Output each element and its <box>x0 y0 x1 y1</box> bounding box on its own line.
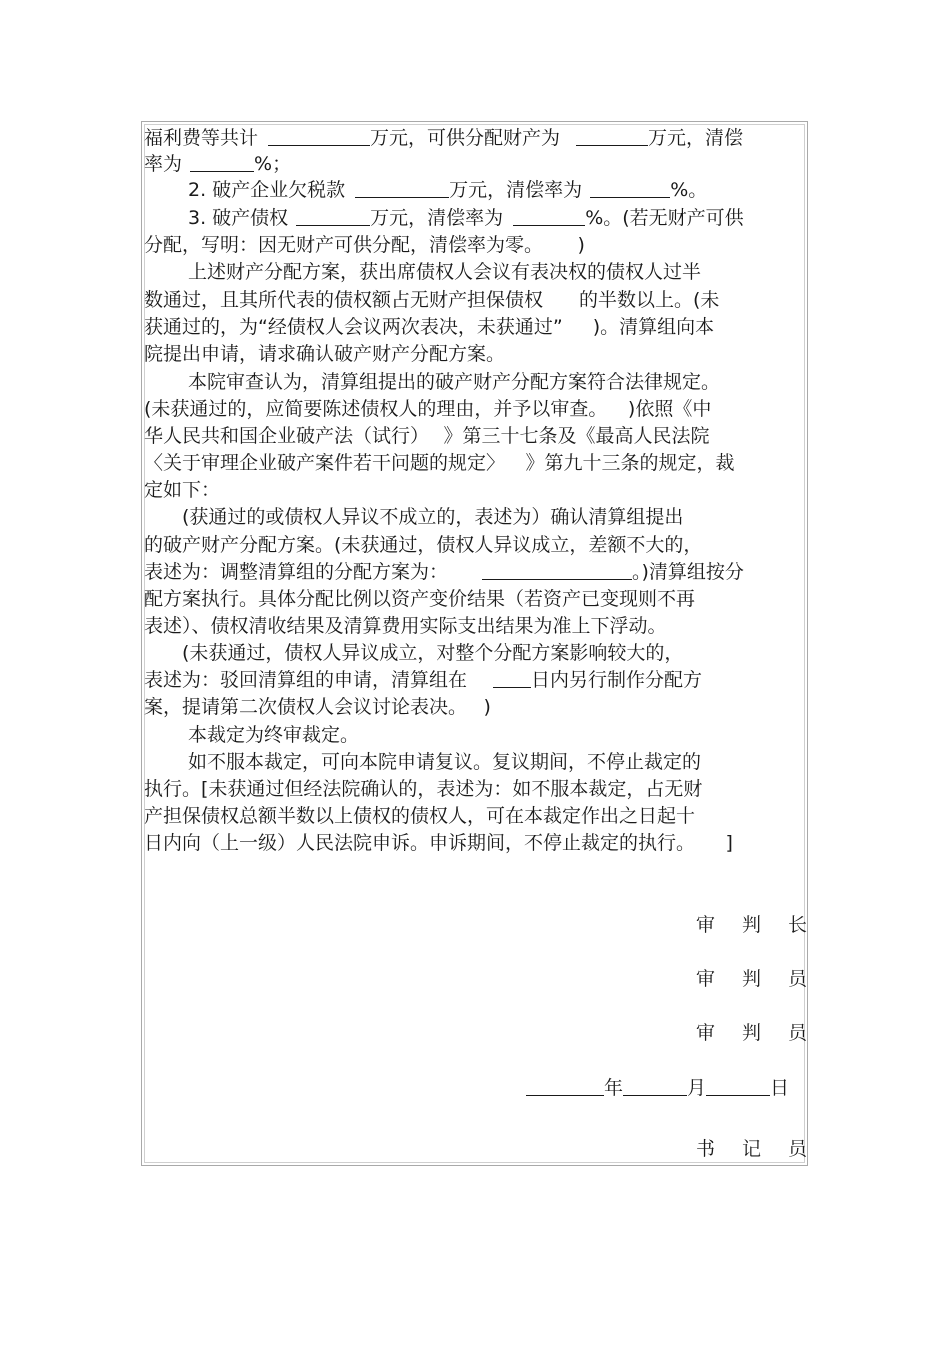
text-line <box>144 777 702 801</box>
date-day-blank <box>706 1076 770 1096</box>
text-segment: %； <box>254 153 292 175</box>
text-line <box>144 614 667 638</box>
text-segment: 》第三十七条及《最高人民法院 <box>443 425 710 447</box>
fill-blank <box>268 126 370 146</box>
text-segment: 定如下： <box>144 479 221 501</box>
signature-judge-1 <box>696 967 807 991</box>
date-month-blank <box>623 1076 687 1096</box>
text-segment: 2. 破产企业欠税款 <box>188 179 346 201</box>
signature-judge-chief <box>696 913 807 937</box>
fill-blank <box>513 206 585 226</box>
sig-char: 记 <box>742 1138 762 1160</box>
text-segment: 〈关于审理企业破产案件若干问题的规定〉 <box>144 452 496 474</box>
text-segment: 数通过，且其所代表的债权额占无财产担保债权 <box>144 289 544 311</box>
sig-char: 书 <box>696 1138 716 1160</box>
text-segment: 表述为：驳回清算组的申请，清算组在 <box>144 669 468 691</box>
text-segment: 。)清算组按分 <box>632 561 744 583</box>
text-segment: 获通过的，为“经债权人会议两次表决，未获通过” <box>144 316 563 338</box>
text-segment: 分配，写明：因无财产可供分配，清偿率为零。 <box>144 234 534 256</box>
fill-blank <box>482 560 632 580</box>
signature-date <box>526 1076 789 1100</box>
text-segment: (获通过的或债权人异议不成立的，表述为）确认清算组提出 <box>182 506 684 528</box>
text-segment: 华人民共和国企业破产法（试行） <box>144 425 420 447</box>
text-line <box>144 451 735 475</box>
text-line <box>188 260 701 284</box>
sig-char: 审 <box>696 914 716 936</box>
text-segment: 执行。[未获通过但经法院确认的，表述为：如不服本裁定，占无财 <box>144 778 703 800</box>
text-line <box>144 152 291 176</box>
text-segment: (未获通过的，应简要陈述债权人的理由，并予以审查。 <box>144 398 598 420</box>
text-segment: )依照《中 <box>627 398 712 420</box>
sig-char: 员 <box>788 968 808 990</box>
text-line <box>182 505 683 529</box>
text-segment: )。清算组向本 <box>592 316 715 338</box>
text-line <box>144 804 695 828</box>
text-segment: 万元，可供分配财产为 <box>370 127 561 149</box>
text-line <box>144 342 505 366</box>
sig-char: 员 <box>788 1138 808 1160</box>
text-line <box>188 370 720 394</box>
text-line <box>144 288 719 312</box>
sig-char: 判 <box>742 968 762 990</box>
text-line <box>182 641 683 665</box>
text-line <box>144 424 710 448</box>
sig-char: 审 <box>696 968 716 990</box>
text-line <box>188 206 744 230</box>
fill-blank <box>190 152 254 172</box>
text-line <box>188 723 359 747</box>
text-segment: 产担保债权总额半数以上债权的债权人，可在本裁定作出之日起十 <box>144 805 696 827</box>
text-segment: 院提出申请，请求确认破产财产分配方案。 <box>144 343 506 365</box>
text-segment: 福利费等共计 <box>144 127 259 149</box>
signature-judge-2 <box>696 1021 807 1045</box>
text-segment: 本裁定为终审裁定。 <box>188 724 360 746</box>
text-line <box>144 315 714 339</box>
fill-blank <box>590 178 670 198</box>
date-year-blank <box>526 1076 604 1096</box>
text-segment: 的半数以上。(未 <box>579 289 720 311</box>
text-line <box>144 233 585 257</box>
date-year-label: 年 <box>604 1077 624 1099</box>
date-month-label: 月 <box>687 1077 707 1099</box>
text-line <box>144 560 744 584</box>
text-segment: ] <box>725 832 733 854</box>
fill-blank <box>355 178 449 198</box>
text-line <box>144 397 711 421</box>
text-line <box>144 478 220 502</box>
text-segment: ) <box>577 234 585 256</box>
sig-char: 员 <box>788 1022 808 1044</box>
sig-char: 审 <box>696 1022 716 1044</box>
sig-char: 长 <box>788 914 808 936</box>
text-segment: 万元，清偿率为 <box>449 179 583 201</box>
date-day-label: 日 <box>770 1077 790 1099</box>
text-line <box>188 178 707 202</box>
text-line <box>144 831 733 855</box>
fill-blank <box>493 668 531 688</box>
text-segment: %。 <box>670 179 708 201</box>
text-segment: 3. 破产债权 <box>188 207 289 229</box>
fill-blank <box>296 206 370 226</box>
text-segment: 日内另行制作分配方 <box>531 669 703 691</box>
text-segment: 本院审查认为，清算组提出的破产财产分配方案符合法律规定。 <box>188 371 721 393</box>
text-segment: %。(若无财产可供 <box>585 207 744 229</box>
text-segment: 配方案执行。具体分配比例以资产变价结果（若资产已变现则不再 <box>144 588 696 610</box>
text-line <box>188 750 701 774</box>
text-segment: 上述财产分配方案，获出席债权人会议有表决权的债权人过半 <box>188 261 702 283</box>
text-segment: 的破产财产分配方案。(未获通过，债权人异议成立，差额不大的， <box>144 534 703 556</box>
text-segment: 日内向（上一级）人民法院申诉。申诉期间，不停止裁定的执行。 <box>144 832 686 854</box>
text-segment: 案，提请第二次债权人会议讨论表决。 <box>144 696 458 718</box>
text-line <box>144 126 743 150</box>
signature-clerk <box>696 1137 807 1161</box>
sig-char: 判 <box>742 1022 762 1044</box>
text-segment: 万元，清偿 <box>648 127 744 149</box>
text-line <box>144 587 695 611</box>
sig-char: 判 <box>742 914 762 936</box>
text-segment: 表述为：调整清算组的分配方案为： <box>144 561 449 583</box>
text-line <box>144 695 491 719</box>
text-segment: ) <box>483 696 491 718</box>
text-line <box>144 533 702 557</box>
text-segment: 表述）、债权清收结果及清算费用实际支出结果为准上下浮动。 <box>144 615 667 637</box>
text-segment: (未获通过，债权人异议成立，对整个分配方案影响较大的， <box>182 642 684 664</box>
text-segment: 率为 <box>144 153 183 175</box>
text-segment: 如不服本裁定，可向本院申请复议。复议期间，不停止裁定的 <box>188 751 702 773</box>
text-segment: 》第九十三条的规定，裁 <box>525 452 735 474</box>
text-line <box>144 668 702 692</box>
text-segment: 万元，清偿率为 <box>370 207 504 229</box>
fill-blank <box>576 126 648 146</box>
